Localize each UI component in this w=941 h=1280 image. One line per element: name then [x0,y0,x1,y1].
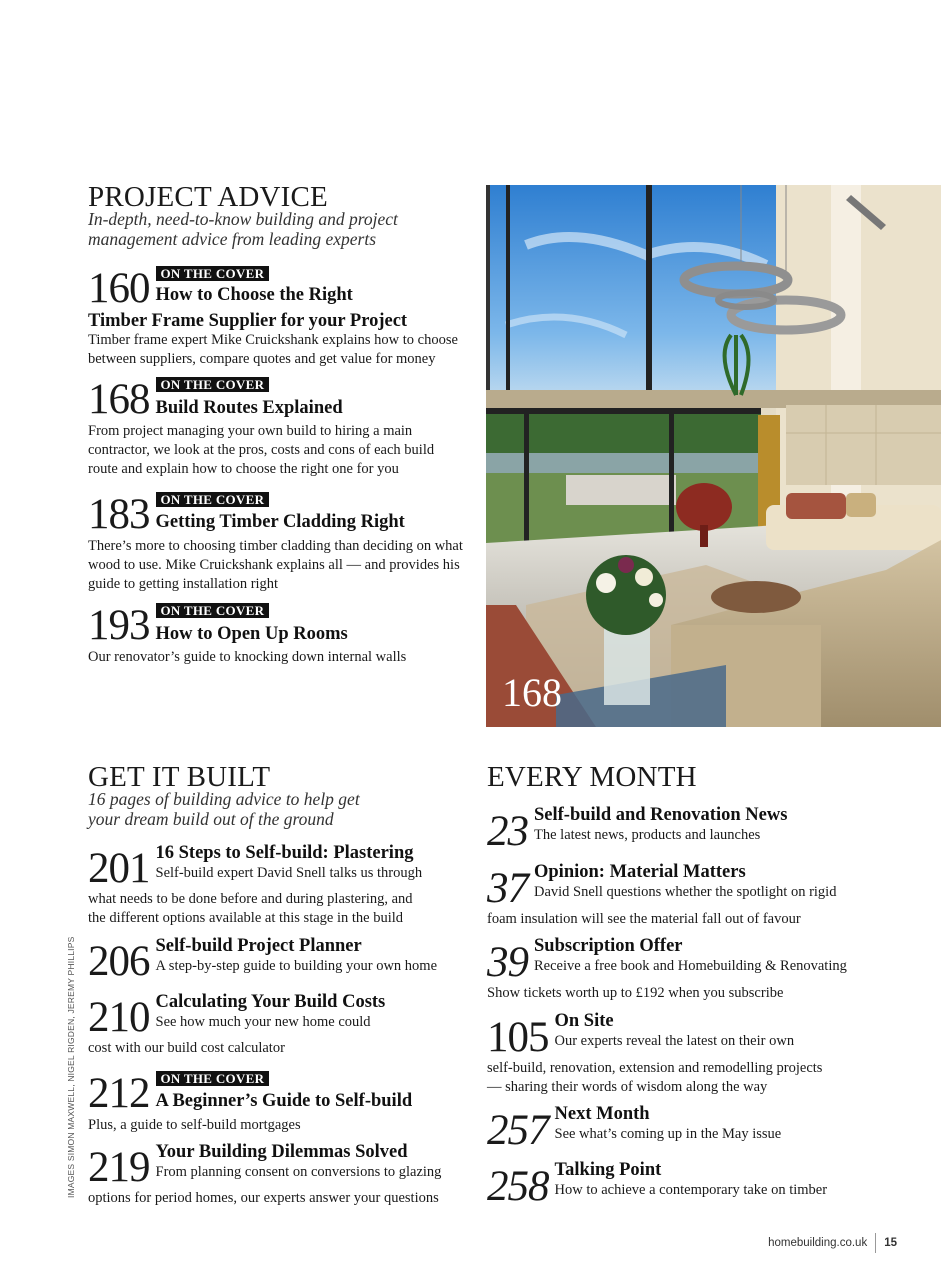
entry-description: From project managing your own build to hiring a main [88,423,413,439]
page-number: 210 [88,994,150,1041]
entry-description: — sharing their words of wisdom along the way [487,1079,768,1095]
living-room-photo[interactable] [486,185,941,727]
section-subtitle-project-advice: In-depth, need-to-know building and project management advice from leading experts [88,209,398,249]
entry-description: Our renovator’s guide to knocking down internal walls [88,649,407,665]
entry-description: guide to getting installation right [88,576,279,592]
entry-headline: Getting Timber Cladding Right [155,512,405,532]
entry-description: cost with our build cost calculator [88,1040,285,1056]
entry-description: Self-build expert David Snell talks us through [155,865,423,881]
entry-description: From planning consent on conversions to glazing [155,1164,442,1180]
photo-page-label: 168 [502,670,562,715]
page-number: 206 [88,938,150,985]
entry-headline: A Beginner’s Guide to Self-build [155,1091,413,1111]
page-number: 258 [487,1163,549,1210]
entry-description: The latest news, products and launches [534,827,761,843]
entry-description: wood to use. Mike Cruickshank explains all — and provides his [88,557,460,573]
page-number: 23 [487,808,528,855]
entry-headline: Build Routes Explained [155,398,343,418]
entry-headline: Opinion: Material Matters [534,862,746,882]
entry-description: Timber frame expert Mike Cruickshank explains how to choose [88,332,458,348]
footer-website[interactable]: homebuilding.co.uk [768,1237,868,1249]
page-number: 37 [487,865,528,912]
contents-entry-219[interactable] [88,1143,468,1208]
page-number: 183 [88,491,150,538]
page-footer [768,1233,897,1253]
entry-headline: Your Building Dilemmas Solved [155,1142,408,1162]
contents-entry-23[interactable] [487,806,877,853]
on-the-cover-badge: ON THE COVER [156,492,270,507]
footer-page-number: 15 [884,1237,897,1249]
entry-headline: Subscription Offer [534,936,683,956]
entry-description: A step-by-step guide to building your own home [155,958,438,974]
contents-entry-37[interactable] [487,863,877,929]
entry-description: self-build, renovation, extension and remodelling projects [487,1060,823,1076]
page-number: 201 [88,845,150,892]
page-number: 39 [487,939,528,986]
on-the-cover-badge: ON THE COVER [156,1071,270,1086]
contents-entry-39[interactable] [487,937,877,1003]
entry-headline: Next Month [554,1104,650,1124]
contents-entry-168[interactable] [88,374,468,479]
page-number: 257 [487,1107,549,1154]
entry-description: options for period homes, our experts answer your questions [88,1190,439,1206]
entry-description: See how much your new home could [155,1014,371,1030]
entry-headline: Self-build and Renovation News [534,805,788,825]
contents-entry-210[interactable] [88,993,468,1058]
entry-description: David Snell questions whether the spotlight on rigid [534,884,837,900]
entry-headline: Talking Point [554,1160,662,1180]
entry-description: Show tickets worth up to £192 when you subscribe [487,985,784,1001]
section-title-project-advice: PROJECT ADVICE [88,181,328,213]
section-subtitle-get-it-built: 16 pages of building advice to help get your dream build out of the ground [88,789,360,829]
on-the-cover-badge: ON THE COVER [156,603,270,618]
section-title-every-month: EVERY MONTH [487,761,697,793]
image-credit: IMAGES SIMON MAXWELL, NIGEL RIGDEN, JEREMY PHILLIPS [66,936,76,1198]
contents-entry-105[interactable] [487,1012,877,1097]
living-room-illustration [486,185,941,727]
contents-entry-258[interactable] [487,1161,877,1208]
page-number: 219 [88,1144,150,1191]
page-number: 212 [88,1070,150,1117]
entry-headline: How to Choose the Right [155,285,353,305]
entry-description: foam insulation will see the material fall out of favour [487,911,801,927]
entry-headline-cont: Timber Frame Supplier for your Project [88,311,408,331]
entry-headline: Calculating Your Build Costs [155,992,386,1012]
entry-description: Plus, a guide to self-build mortgages [88,1117,301,1133]
entry-description: How to achieve a contemporary take on timber [554,1182,828,1198]
entry-description: the different options available at this stage in the build [88,910,404,926]
entry-description: between suppliers, compare quotes and get value for money [88,351,436,367]
on-the-cover-badge: ON THE COVER [156,377,270,392]
entry-description: See what’s coming up in the May issue [554,1126,782,1142]
entry-description: There’s more to choosing timber cladding than deciding on what [88,538,463,554]
section-title-get-it-built: GET IT BUILT [88,761,271,793]
contents-entry-201[interactable] [88,844,468,928]
contents-entry-183[interactable] [88,489,473,594]
contents-entry-193[interactable] [88,600,468,667]
page-number: 168 [88,376,150,423]
contents-entry-206[interactable] [88,937,468,983]
contents-entry-160[interactable] [88,263,468,369]
entry-headline: On Site [554,1011,614,1031]
entry-headline: How to Open Up Rooms [155,624,348,644]
contents-entry-257[interactable] [487,1105,877,1152]
entry-headline: Self-build Project Planner [155,936,362,956]
entry-description: Receive a free book and Homebuilding & Renovating [534,958,847,974]
entry-description: route and explain how to choose the right one for you [88,461,399,477]
page-number: 160 [88,265,150,312]
entry-description: what needs to be done before and during plastering, and [88,891,413,907]
page-number: 105 [487,1014,549,1061]
on-the-cover-badge: ON THE COVER [156,266,270,281]
contents-entry-212[interactable] [88,1068,468,1135]
entry-description: Our experts reveal the latest on their own [554,1033,795,1049]
entry-description: contractor, we look at the pros, costs and cons of each build [88,442,435,458]
footer-divider [875,1233,876,1253]
entry-headline: 16 Steps to Self-build: Plastering [155,843,414,863]
page-number: 193 [88,602,150,649]
